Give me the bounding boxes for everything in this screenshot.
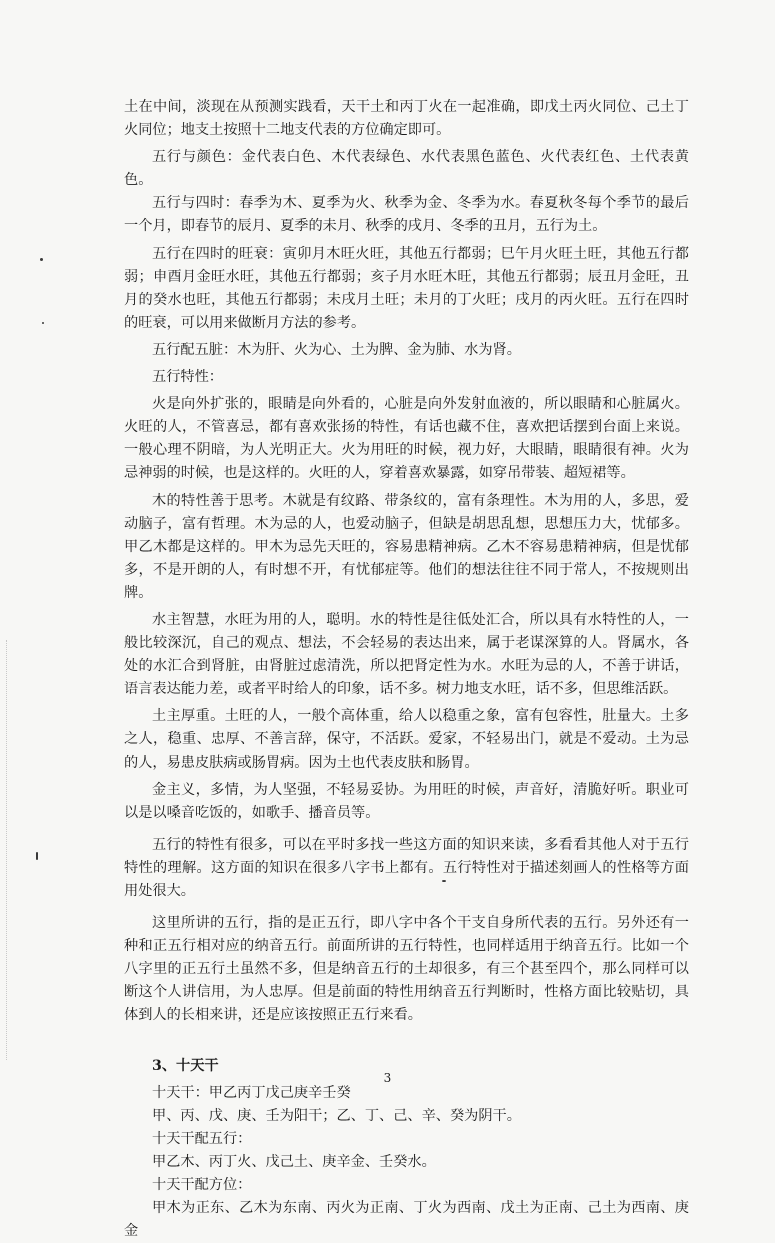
section-line: 甲木为正东、乙木为东南、丙火为正南、丁火为西南、戊土为正南、己土为西南、庚金 bbox=[124, 1200, 689, 1240]
scan-speck bbox=[36, 852, 38, 860]
paragraph-five-elements-colors: 五行与颜色：金代表白色、木代表绿色、水代表黑色蓝色、火代表红色、土代表黄色。 bbox=[124, 149, 689, 189]
paragraph-fire-traits: 火是向外扩张的，眼睛是向外看的，心脏是向外发射血液的，所以眼睛和心脏属火。火旺的人，不管喜忌，都有喜欢张扬的特性，有话也藏不住，喜欢把话摆到台面上来说。一般心理不阴暗，为人光明正大。火为用旺的时候，视力好，大眼睛，眼睛很有神。火为忌神弱的时候，也是这样的。火旺的人，穿着喜欢暴露，如穿吊带装、超短裙等。 bbox=[124, 396, 689, 482]
page-number: 3 bbox=[383, 1071, 392, 1085]
paragraph-water-traits: 水主智慧，水旺为用的人，聪明。水的特性是往低处汇合，所以具有水特性的人，一般比较深沉，自己的观点、想法，不会轻易的表达出来，属于老谋深算的人。肾属水，各处的水汇合到肾脏，由肾脏过虑清洗，所以把肾定性为水。水旺为忌的人，不善于讲话，语言表达能力差，或者平时给人的印象，话不多。树力地支水旺，话不多，但思维活跃。 bbox=[124, 611, 689, 698]
section-line: 十天干配五行： bbox=[152, 1130, 252, 1147]
section-line: 甲乙木、丙丁火、戊己土、庚辛金、壬癸水。 bbox=[152, 1153, 436, 1170]
paragraph-wood-traits: 木的特性善于思考。木就是有纹路、带条纹的，富有条理性。木为用的人，多思，爱动脑子，富有哲理。木为忌的人，也爱动脑子，但缺是胡思乱想，思想压力大，忧郁多。甲乙木都是这样的。甲木为忌先天旺的，容易患精神病。乙木不容易患精神病，但是忧郁多，不是开朗的人，有时想不开，有忧郁症等。他们的想法往往不同于常人，不按规则出牌。 bbox=[124, 492, 689, 601]
paragraph-metal-traits: 金主义，多情，为人坚强，不轻易妥协。为用旺的时候，声音好，清脆好听。职业可以是以嗓音吃饭的，如歌手、播音员等。 bbox=[124, 781, 689, 821]
paragraph-characteristics-intro: 五行特性： bbox=[152, 369, 223, 386]
section-line: 十天干配方位： bbox=[152, 1177, 252, 1194]
paragraph-seasonal-strength: 五行在四时的旺衰：寅卯月木旺火旺，其他五行都弱；巳午月火旺土旺，其他五行都弱；申酉月金旺水旺，其他五行都弱；亥子月水旺木旺，其他五行都弱；辰丑月金旺，丑月的癸水也旺，其他五行都弱；未戌月土旺；未月的丁火旺；戌月的丙火旺。五行在四时的旺衰，可以用来做断月方法的参考。 bbox=[124, 245, 689, 331]
paragraph-nayin-five-elements: 这里所讲的五行，指的是正五行，即八字中各个干支自身所代表的五行。另外还有一种和正五行相对应的纳音五行。前面所讲的五行特性，也同样适用于纳音五行。比如一个八字里的正五行土虽然不多，但是纳音五行的土却很多，有三个甚至四个，那么同样可以断这个人讲信用，为人忠厚。但是前面的特性用纳音五行判断时，性格方面比较贴切，具体到人的长相来讲，还是应该按照正五行来看。 bbox=[124, 915, 689, 1024]
section-heading-ten-stems: 3、十天干 bbox=[152, 1057, 219, 1074]
paragraph-five-elements-seasons: 五行与四时：春季为木、夏季为火、秋季为金、冬季为水。春夏秋冬每个季节的最后一个月，即春节的辰月、夏季的未月、秋季的戌月、冬季的丑月，五行为土。 bbox=[124, 195, 689, 235]
scan-speck bbox=[42, 322, 44, 324]
paragraph-five-organs: 五行配五脏：木为肝、火为心、土为脾、金为肺、水为肾。 bbox=[152, 341, 521, 358]
scan-speck bbox=[40, 258, 43, 261]
section-line: 甲、丙、戊、庚、壬为阳干；乙、丁、己、辛、癸为阴干。 bbox=[152, 1107, 521, 1124]
scan-speck bbox=[442, 880, 446, 882]
paragraph-earth-position: 土在中间，淡现在从预测实践看，天干土和丙丁火在一起准确，即戊土丙火同位、己土丁火同位；地支土按照十二地支代表的方位确定即可。 bbox=[124, 99, 689, 139]
scan-edge-line bbox=[6, 640, 7, 1060]
paragraph-earth-traits: 土主厚重。土旺的人，一般个高体重，给人以稳重之象，富有包容性，肚量大。土多之人，稳重、忠厚、不善言辞，保守，不活跃。爱家，不轻易出门，就是不爱动。土为忌的人，易患皮肤病或肠胃病。因为土也代表皮肤和肠胃。 bbox=[124, 708, 689, 771]
paragraph-more-characteristics: 五行的特性有很多，可以在平时多找一些这方面的知识来读，多看看其他人对于五行特性的理解。这方面的知识在很多八字书上都有。五行特性对于描述刻画人的性格等方面用处很大。 bbox=[124, 836, 689, 899]
section-line: 十天干：甲乙丙丁戊己庚辛壬癸 bbox=[152, 1084, 351, 1101]
